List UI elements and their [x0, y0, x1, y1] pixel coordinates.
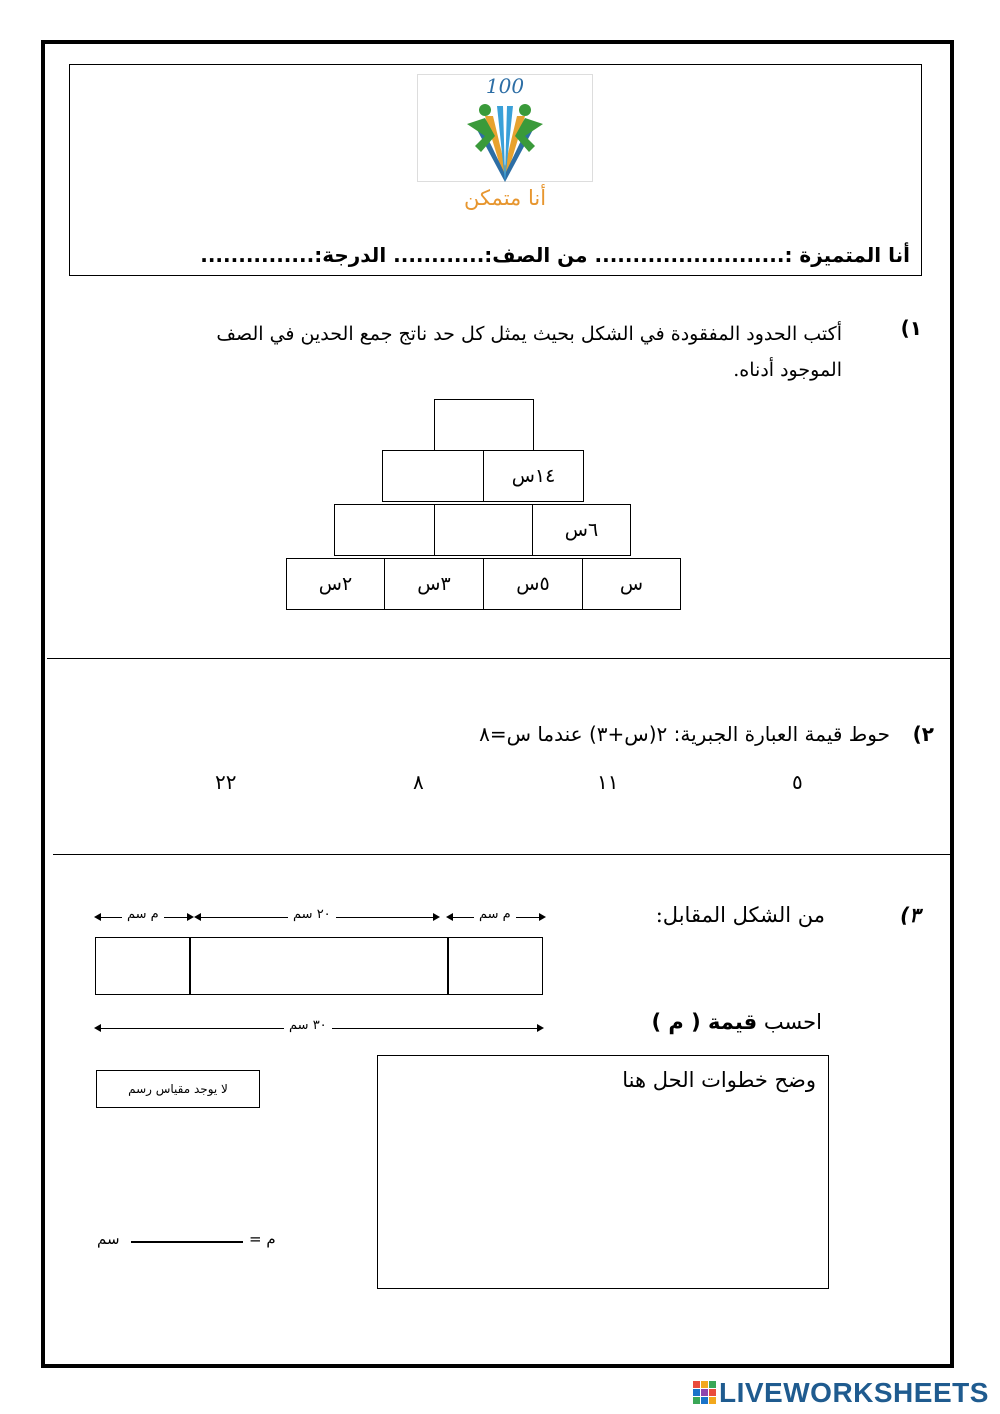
dim-20-arrow	[200, 907, 434, 922]
pyramid-cell-r4-1: ٢س	[286, 558, 385, 610]
answer-blank[interactable]	[131, 1241, 243, 1243]
q2-text: حوط قيمة العبارة الجبرية: ٢(س+٣) عندما س=٨	[479, 722, 890, 746]
q2-choice-8[interactable]: ٨	[413, 770, 424, 794]
logo-figures-icon	[445, 96, 565, 182]
q1-number: ١)	[900, 316, 922, 340]
logo	[417, 74, 593, 214]
q3-calc-bold: قيمة ( م )	[651, 1010, 758, 1034]
liveworksheets-grid-icon	[693, 1381, 717, 1405]
liveworksheets-brand: LIVEWORKSHEETS	[719, 1377, 989, 1408]
segment-divider-left	[189, 937, 191, 995]
divider-2	[53, 854, 950, 855]
pyramid-cell-r3-3: ٦س	[532, 504, 631, 556]
liveworksheets-logo	[693, 1377, 989, 1409]
dim-30-arrow	[100, 1018, 538, 1033]
divider-1	[47, 658, 950, 659]
q3-title: من الشكل المقابل:	[655, 903, 825, 927]
q2-choice-5[interactable]: ٥	[792, 770, 803, 794]
segment-divider-right	[447, 937, 449, 995]
solution-steps-box[interactable]	[377, 1055, 829, 1289]
pyramid-cell-r4-2: ٣س	[384, 558, 484, 610]
q2-choice-22[interactable]: ٢٢	[215, 770, 237, 794]
logo-caption: أنا متمكن	[463, 186, 547, 210]
q2-choice-11[interactable]: ١١	[597, 770, 619, 794]
pyramid-cell-r4-3: ٥س	[483, 558, 583, 610]
no-scale-box: لا يوجد مقياس رسم	[96, 1070, 260, 1108]
segment-rectangle	[95, 937, 543, 995]
pyramid-cell-r3-1[interactable]	[334, 504, 435, 556]
logo-number: 100	[485, 74, 525, 98]
q3-calc-prefix: احسب	[763, 1010, 822, 1034]
dim-30-label: ٣٠ سم	[284, 1018, 332, 1033]
solution-steps-prompt: وضح خطوات الحل هنا	[622, 1068, 816, 1092]
pyramid-cell-r3-2[interactable]	[434, 504, 533, 556]
pyramid-cell-top[interactable]	[434, 399, 534, 451]
q2-number: ٢)	[912, 722, 934, 746]
pyramid-cell-r2-2: ١٤س	[483, 450, 584, 502]
dim-m-right-arrow	[452, 907, 540, 922]
answer-line	[97, 1230, 297, 1254]
q1-text: أكتب الحدود المفقودة في الشكل بحيث يمثل كل حد ناتج جمع الحدين في الصف الموجود أدناه.	[216, 323, 842, 381]
dim-m-right-label: م سم	[474, 907, 516, 922]
q3-calc-instruction	[651, 1010, 822, 1034]
dim-20-label: ٢٠ سم	[288, 907, 336, 922]
q3-number: ٣)	[900, 903, 920, 927]
student-info-line: أنا المتميزة :......................... من الصف:............ الدرجة:...............	[200, 243, 910, 267]
dim-m-left-arrow	[100, 907, 188, 922]
answer-label: م =	[249, 1230, 276, 1248]
answer-unit: سم	[97, 1230, 120, 1248]
pyramid-cell-r2-1[interactable]	[382, 450, 484, 502]
dim-m-left-label: م سم	[122, 907, 164, 922]
pyramid-cell-r4-4: س	[582, 558, 681, 610]
